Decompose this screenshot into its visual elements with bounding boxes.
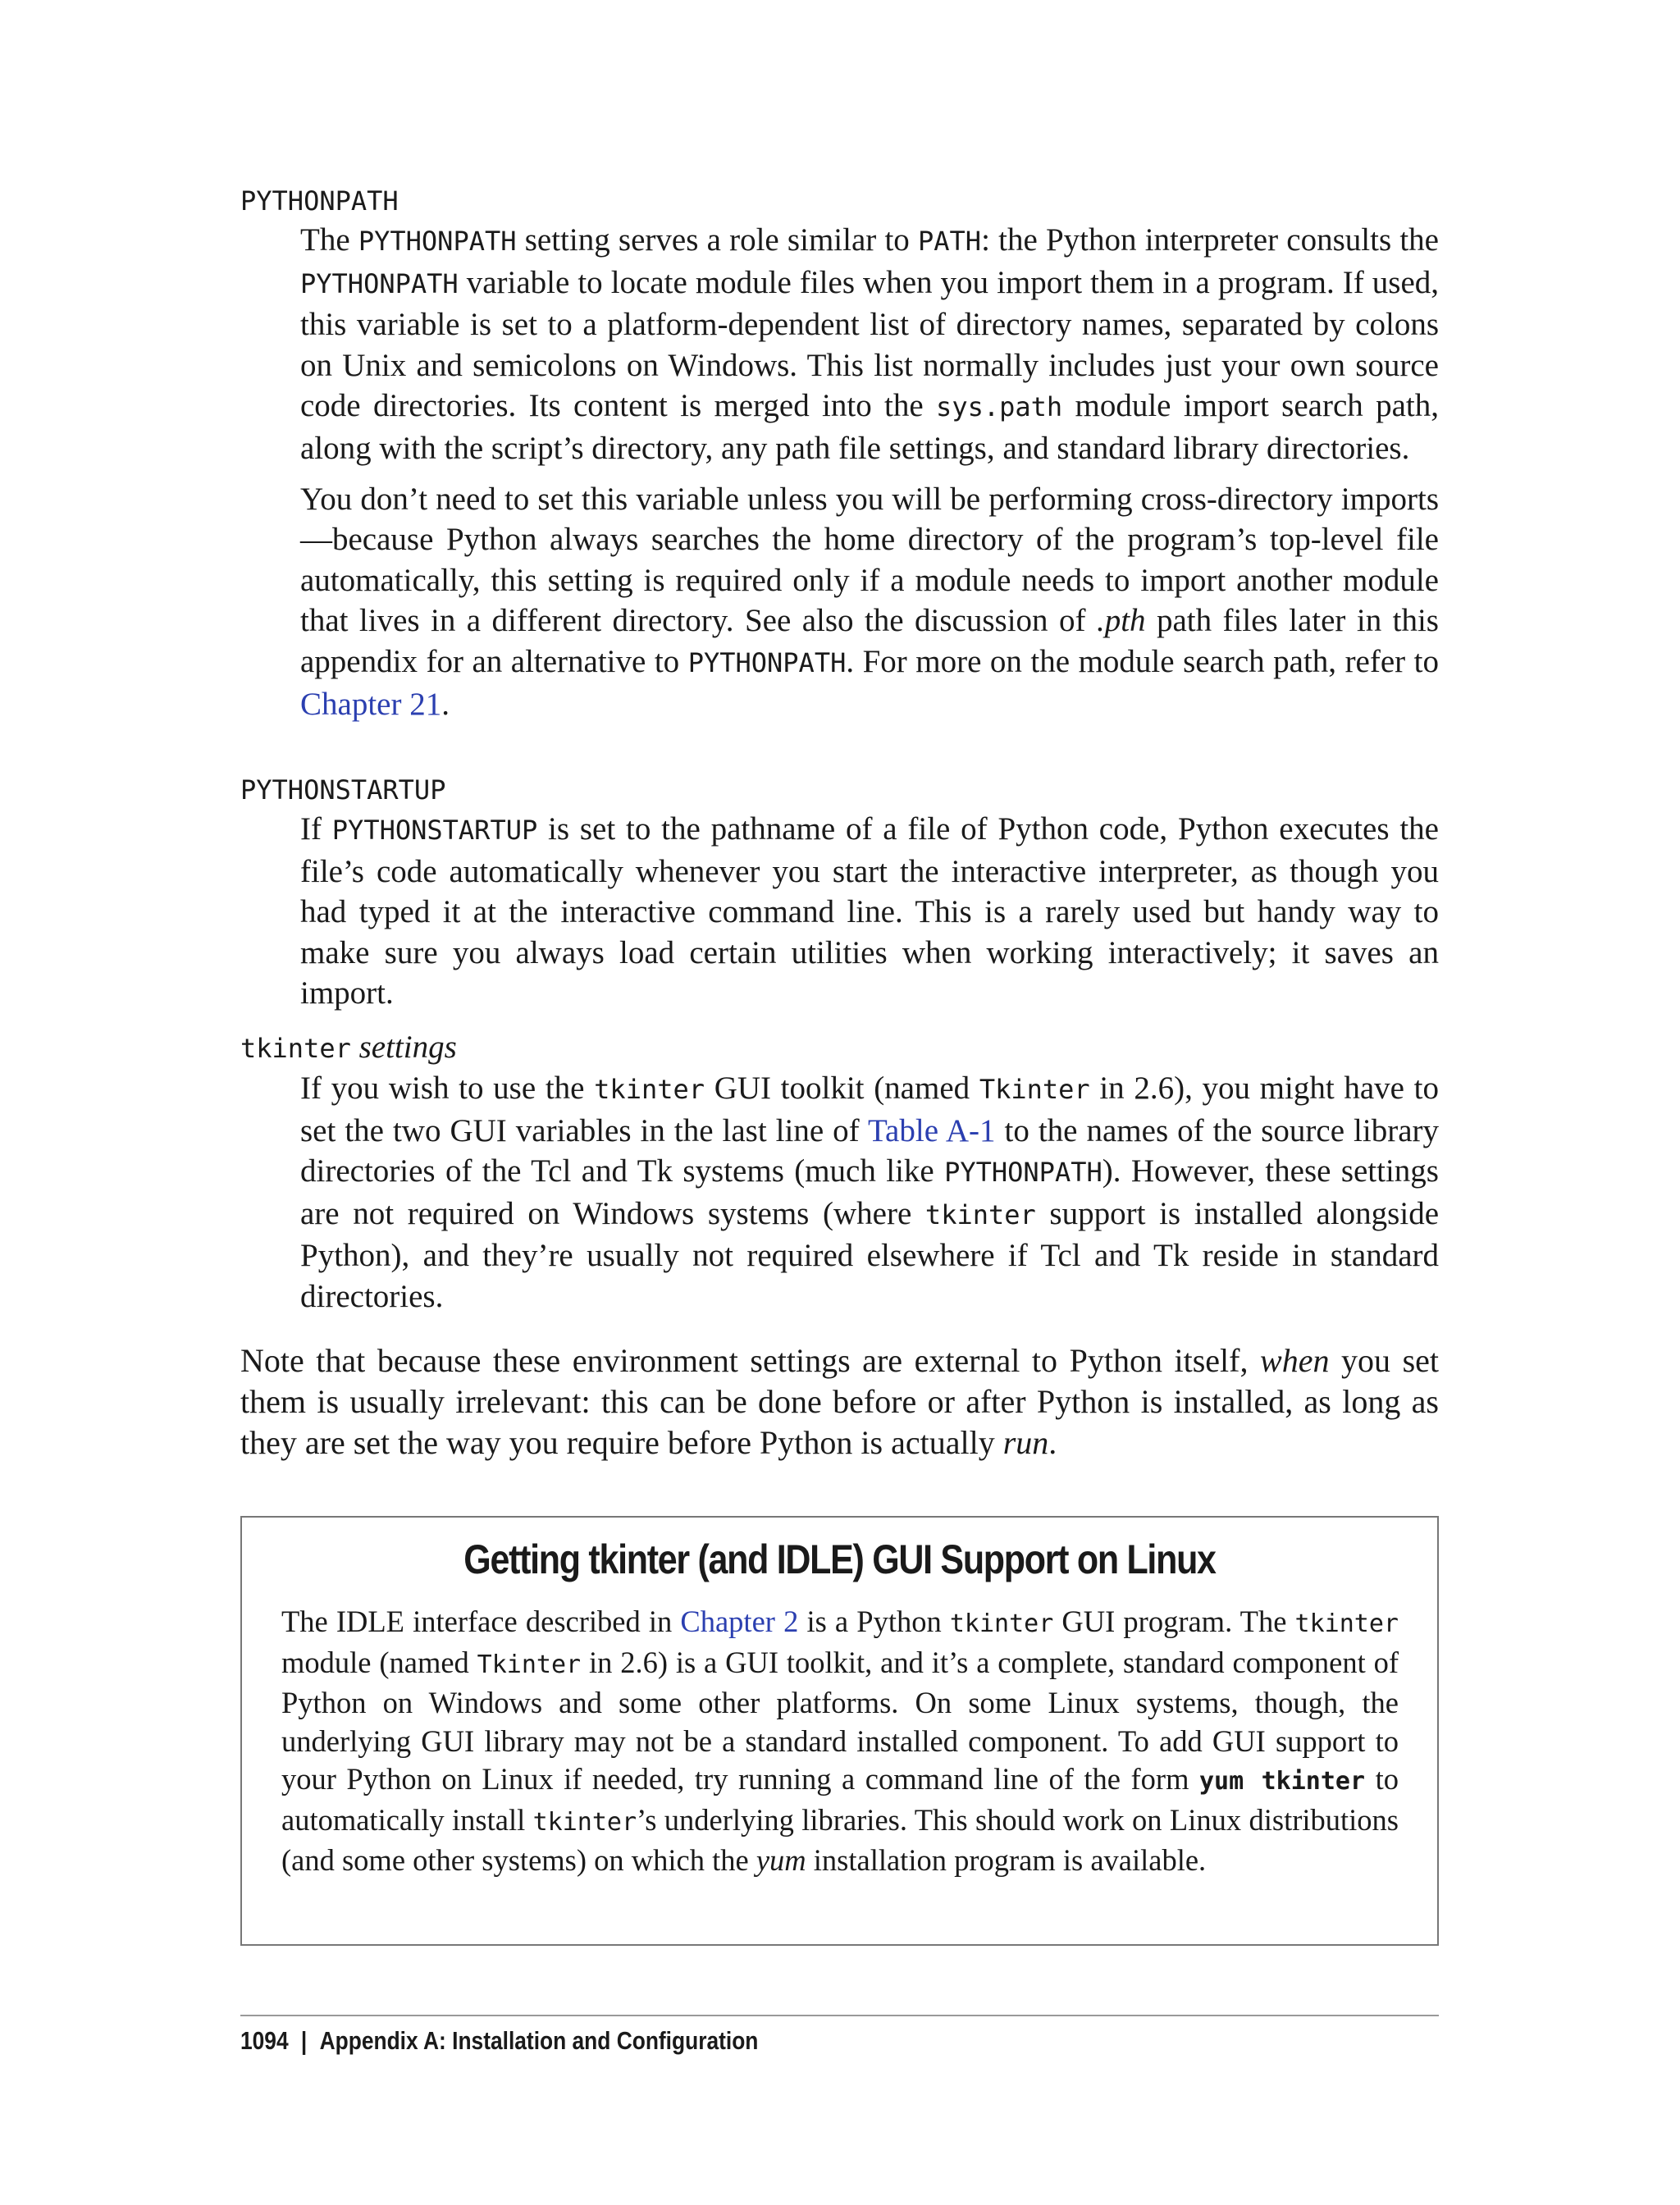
text-run: in 2.6) is a GUI toolkit, and it’s a complete, standard component of Python on Windows and some other platforms. On some Linux systems, though, the underlying GUI library may not be a standard installed component. To add GUI support to your Python on Linux if needed, try running a command line of the form	[281, 1645, 1399, 1796]
text-run: : the Python interpreter consults the	[981, 222, 1439, 258]
text-run: Note that because these environment settings are external to Python itself,	[240, 1342, 1261, 1379]
inline-code: PATH	[918, 226, 982, 257]
text-run: . For more on the module search path, refer to	[846, 643, 1439, 679]
sidebar-title: Getting tkinter (and IDLE) GUI Support on Linux	[463, 1536, 1216, 1582]
inline-code: tkinter	[1294, 1609, 1399, 1638]
italic-text: yum	[756, 1843, 806, 1877]
text-run: GUI toolkit (named	[705, 1071, 979, 1106]
inline-code: Tkinter	[979, 1074, 1090, 1105]
note-paragraph	[240, 1340, 1439, 1463]
term-code: tkinter	[240, 1033, 351, 1064]
text-run: to the names of the source library directories of the Tcl and Tk systems (much like	[300, 1112, 1439, 1189]
entry-desc-pythonpath	[300, 220, 1439, 724]
italic-text: .pth	[1096, 603, 1146, 639]
paragraph	[300, 220, 1439, 469]
command-code: yum tkinter	[1198, 1767, 1366, 1796]
paragraph	[300, 1068, 1439, 1317]
text-run: ’s underlying libraries. This should work on Linux distributions (and some other systems) on which the	[281, 1802, 1399, 1877]
text-run: installation program is available.	[806, 1843, 1207, 1877]
text-run: If you wish to use the	[300, 1071, 595, 1106]
cross-reference-link[interactable]: Table A-1	[867, 1112, 996, 1148]
sidebar-box	[240, 1516, 1439, 1946]
text-run: in 2.6), you might have to set the two GUI variables in the last line of	[300, 1071, 1439, 1148]
inline-code: PYTHONPATH	[944, 1157, 1102, 1189]
italic-text: when	[1260, 1342, 1330, 1379]
entry-term-tkinter-settings	[240, 1029, 457, 1066]
inline-code: PYTHONSTARTUP	[331, 815, 538, 846]
text-run: is set to the pathname of a file of Python code, Python executes the file’s code automatically whenever you start the interactive interpreter, as though you had typed it at the interactive command line. This is a rarely used but handy way to make sure you always load certain utilities when working interactively; it saves an import.	[300, 811, 1439, 1011]
text-run: path files later in this appendix for an alternative to	[300, 603, 1439, 679]
page-number: 1094	[240, 2026, 289, 2055]
text-run: variable to locate module files when you import them in a program. If used, this variable is set to a platform-dependent list of directory names, separated by colons on Unix and semicolons on Windows. This list normally includes just your own source code directories. Its content is merged into the	[300, 264, 1439, 424]
text-run: to automatically install	[281, 1762, 1399, 1837]
sidebar-body	[281, 1603, 1399, 1880]
text-run: module import search path, along with the script’s directory, any path file settings, and standard library directories.	[300, 388, 1439, 466]
text-run: You don’t need to set this variable unless you will be performing cross-directory imports—because Python always searches the home directory of the program’s top-level file automatically, this setting is required only if a module needs to import another module that lives in a different directory. See also the discussion of	[300, 481, 1439, 639]
footer-separator: |	[300, 2026, 308, 2055]
footer-rule	[240, 2015, 1439, 2016]
text-run: is a Python	[798, 1605, 950, 1638]
inline-code: Tkinter	[477, 1650, 582, 1679]
inline-code: tkinter	[949, 1609, 1054, 1638]
text-run: setting serves a role similar to	[516, 222, 918, 258]
text-run: support is installed alongside Python), and they’re usually not required elsewhere if Tcl and Tk reside in standard directories.	[300, 1195, 1439, 1314]
text-run: .	[1048, 1424, 1057, 1461]
entry-term-pythonstartup: PYTHONSTARTUP	[240, 774, 446, 806]
entry-desc-pythonstartup	[300, 809, 1439, 1014]
inline-code: PYTHONPATH	[358, 226, 517, 257]
inline-code: PYTHONPATH	[300, 267, 459, 299]
text-run: The IDLE interface described in	[281, 1605, 681, 1638]
inline-code: sys.path	[936, 391, 1063, 423]
text-run: you set them is usually irrelevant: this can be done before or after Python is installed, as long as they are set the way you require before Python is actually	[240, 1342, 1439, 1461]
paragraph	[300, 809, 1439, 1014]
paragraph	[300, 479, 1439, 725]
text-run: module (named	[281, 1645, 477, 1679]
entry-desc-tkinter-settings	[300, 1068, 1439, 1317]
italic-text: run	[1002, 1424, 1049, 1461]
inline-code: PYTHONPATH	[687, 646, 847, 678]
inline-code: tkinter	[532, 1807, 637, 1837]
inline-code: tkinter	[594, 1074, 705, 1105]
text-run: ). However, these settings are not required on Windows systems (where	[300, 1153, 1439, 1231]
cross-reference-link[interactable]: Chapter 2	[680, 1605, 799, 1638]
text-run: .	[441, 686, 450, 722]
cross-reference-link[interactable]: Chapter 21	[300, 686, 442, 722]
footer-section: Appendix A: Installation and Configuration	[319, 2026, 759, 2055]
page-footer	[240, 2026, 758, 2056]
text-run: GUI program. The	[1053, 1605, 1295, 1638]
text-run: If	[300, 811, 332, 847]
term-suffix: settings	[350, 1029, 457, 1065]
entry-term-pythonpath: PYTHONPATH	[240, 185, 399, 217]
text-run: The	[300, 222, 358, 258]
inline-code: tkinter	[924, 1198, 1036, 1230]
